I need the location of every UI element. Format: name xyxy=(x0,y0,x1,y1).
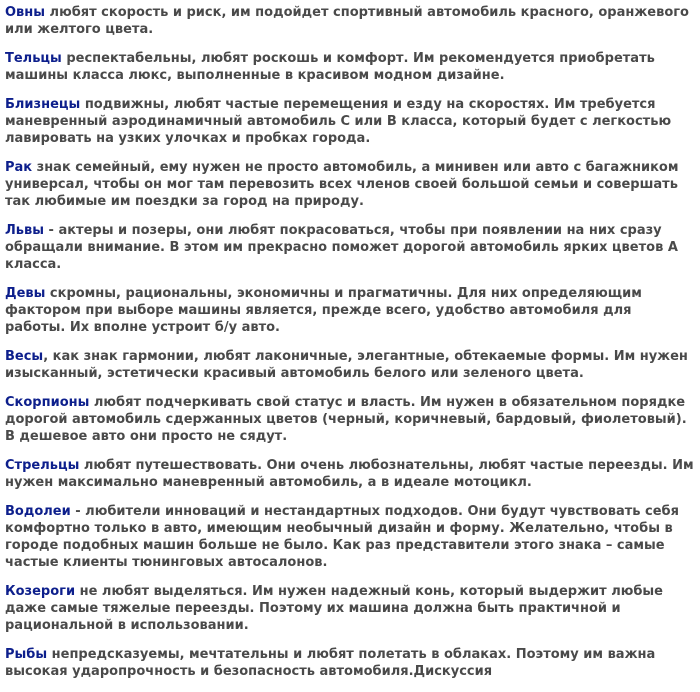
entry-aries xyxy=(5,4,695,38)
entry-text-taurus: респектабельны, любят роскошь и комфорт. Им рекомендуется приобретать машины класса люкс, выполненные в красивом модном дизайне. xyxy=(5,51,655,83)
sign-name-pisces: Рыбы xyxy=(5,647,48,662)
entry-text-virgo: скромны, рациональны, экономичны и прагматичны. Для них определяющим фактором при выборе машины является, прежде всего, удобство автомобиля для работы. Их вполне устроит б/у авто. xyxy=(5,286,642,335)
entry-text-cancer: знак семейный, ему нужен не просто автомобиль, а минивен или авто с багажником универсал, чтобы он мог там перевозить всех членов своей большой семьи и совершать так любимые им поездки за город на природу. xyxy=(5,160,679,209)
entry-text-aquarius: - любители инноваций и нестандартных подходов. Они будут чувствовать себя комфортно только в авто, имеющим необычный дизайн и форму. Желательно, чтобы в городе подобных машин больше не было. Как раз представители этого знака – самые частые клиенты тюнинговых автосалонов. xyxy=(5,504,679,570)
entry-taurus xyxy=(5,50,695,84)
sign-name-cancer: Рак xyxy=(5,160,33,175)
sign-name-leo: Львы xyxy=(5,223,44,238)
sign-name-aries: Овны xyxy=(5,5,46,20)
entry-sagittarius xyxy=(5,457,695,491)
entry-text-leo: - актеры и позеры, они любят покрасоваться, чтобы при появлении на них сразу обращали внимание. В этом им прекрасно поможет дорогой автомобиль ярких цветов А класса. xyxy=(5,223,678,272)
sign-name-gemini: Близнецы xyxy=(5,97,81,112)
sign-name-virgo: Девы xyxy=(5,286,46,301)
zodiac-car-article xyxy=(5,4,695,692)
entry-pisces xyxy=(5,646,695,680)
entry-text-capricorn: не любят выделяться. Им нужен надежный конь, который выдержит любые даже самые тяжелые переезды. Поэтому их машина должна быть практичной и рациональной в использовании. xyxy=(5,584,663,633)
entry-scorpio xyxy=(5,394,695,445)
entry-text-aries: любят скорость и риск, им подойдет спортивный автомобиль красного, оранжевого или желтого цвета. xyxy=(5,5,689,37)
entry-leo xyxy=(5,222,695,273)
entry-capricorn xyxy=(5,583,695,634)
sign-name-taurus: Тельцы xyxy=(5,51,62,66)
sign-name-libra: Весы xyxy=(5,349,44,364)
entry-aquarius xyxy=(5,503,695,571)
sign-name-aquarius: Водолеи xyxy=(5,504,71,519)
entry-libra xyxy=(5,348,695,382)
entry-text-pisces: непредсказуемы, мечтательны и любят полетать в облаках. Поэтому им важна высокая ударопрочность и безопасность автомобиля.Дискуссия xyxy=(5,647,656,679)
sign-name-scorpio: Скорпионы xyxy=(5,395,90,410)
entry-gemini xyxy=(5,96,695,147)
entry-text-sagittarius: любят путешествовать. Они очень любознательны, любят частые переезды. Им нужен максимально маневренный автомобиль, а в идеале мотоцикл. xyxy=(5,458,694,490)
entry-text-libra: , как знак гармонии, любят лаконичные, элегантные, обтекаемые формы. Им нужен изысканный, эстетически красивый автомобиль белого или зеленого цвета. xyxy=(5,349,688,381)
sign-name-sagittarius: Стрельцы xyxy=(5,458,80,473)
entry-text-gemini: подвижны, любят частые перемещения и езду на скоростях. Им требуется маневренный аэродинамичный автомобиль С или В класса, который будет с легкостью лавировать на узких улочках и пробках города. xyxy=(5,97,672,146)
entry-text-scorpio: любят подчеркивать свой статус и власть. Им нужен в обязательном порядке дорогой автомобиль сдержанных цветов (черный, коричневый, бардовый, фиолетовый). В дешевое авто они просто не сядут. xyxy=(5,395,687,444)
entry-cancer xyxy=(5,159,695,210)
sign-name-capricorn: Козероги xyxy=(5,584,76,599)
entry-virgo xyxy=(5,285,695,336)
